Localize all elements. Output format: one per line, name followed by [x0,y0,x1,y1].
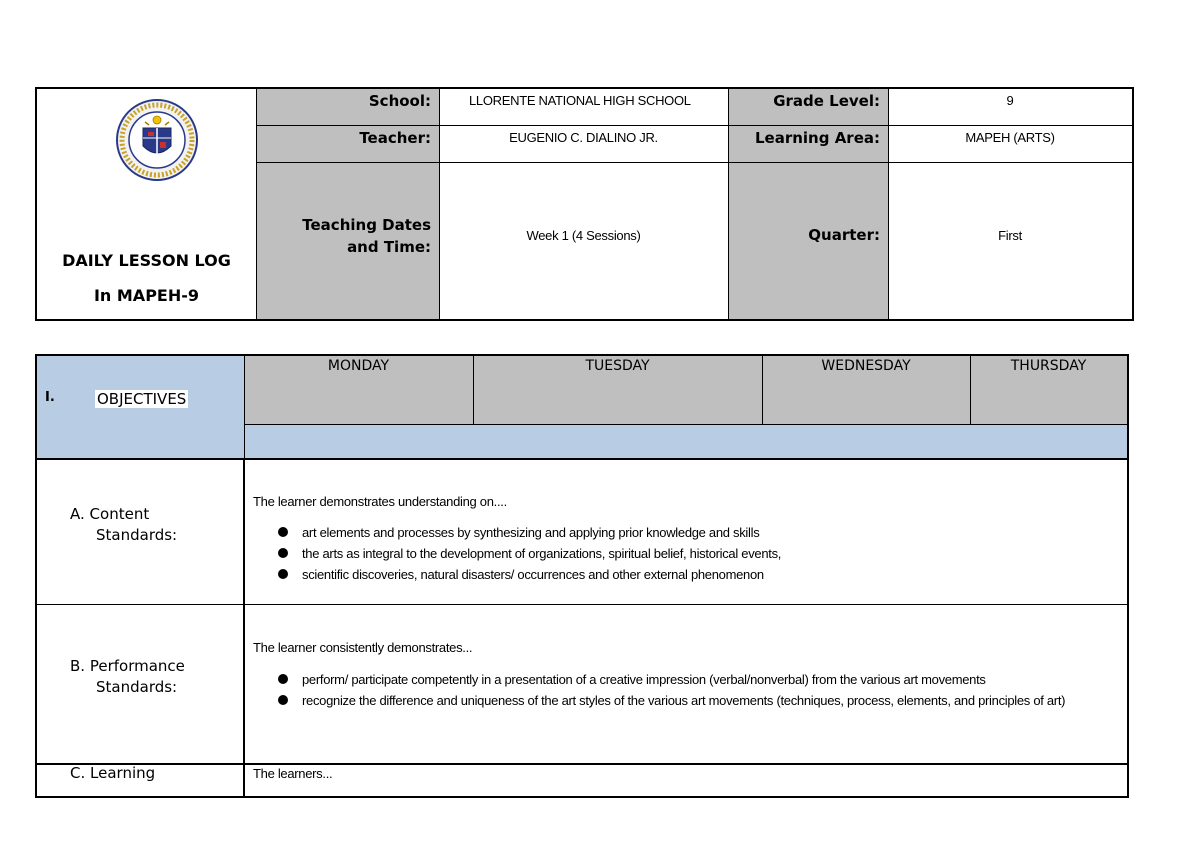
teacher-value: EUGENIO C. DIALINO JR. [509,130,658,145]
objectives-label: OBJECTIVES [97,390,187,408]
value-column-divider-1 [439,89,440,319]
content-standards-list [253,522,1113,585]
content-standards-intro: The learner demonstrates understanding on.... [253,494,507,509]
learning-competencies-label [70,763,240,784]
log-title: DAILY LESSON LOG [62,251,231,270]
learning-letter: C. [70,764,86,782]
list-item: the arts as integral to the development of organizations, spiritual belief, historical events, [278,543,1113,564]
performance-standards-label [70,656,240,698]
header-table [35,87,1134,321]
content-standards-title: Content [89,505,150,523]
day-tuesday: TUESDAY [585,358,650,374]
row-divider-b [37,604,1127,605]
learning-area-value: MAPEH (ARTS) [965,130,1055,145]
quarter-label: Quarter: [808,226,880,244]
learning-title: Learning [90,764,156,782]
content-standards-label [70,504,240,546]
school-value: LLORENTE NATIONAL HIGH SCHOOL [469,93,691,108]
performance-standards-cell [253,640,1123,711]
performance-standards-letter: B. [70,657,86,675]
bullet-icon [278,527,288,537]
objectives-number: I. [45,390,55,405]
bullet-icon [278,674,288,684]
content-standards-subtitle: Standards: [96,526,178,544]
objectives-header-cell [37,356,244,458]
quarter-value: First [998,228,1022,243]
learning-intro: The learners... [253,766,333,781]
performance-standards-subtitle: Standards: [96,678,178,696]
seal-icon [115,98,199,182]
teaching-dates-value: Week 1 (4 Sessions) [526,228,641,243]
grade-level-label: Grade Level: [773,92,880,110]
day-monday: MONDAY [327,358,390,374]
day-subheader-row [244,424,1127,458]
learning-area-label: Learning Area: [754,129,880,147]
grade-level-value: 9 [1006,93,1014,108]
list-item: perform/ participate competently in a presentation of a creative impression (verbal/nonverbal) from the various art movements [278,669,1123,690]
label-column-1 [256,89,439,319]
bullet-icon [278,569,288,579]
list-item: scientific discoveries, natural disasters/ occurrences and other external phenomenon [278,564,1113,585]
performance-standards-list [253,669,1123,711]
teaching-time-label: and Time: [347,238,431,256]
teaching-dates-label: Teaching Dates [302,216,431,234]
content-standards-letter: A. [70,505,85,523]
log-subtitle: In MAPEH-9 [93,286,200,305]
day-thursday: THURSDAY [1010,358,1087,374]
bullet-icon [278,695,288,705]
school-label: School: [368,92,431,110]
row-divider-a [37,458,1127,460]
performance-standards-title: Performance [89,657,185,675]
deped-seal-logo [115,98,199,182]
value-column-divider-2 [888,89,889,319]
row-divider-2 [256,162,1132,163]
label-column-2 [728,89,888,319]
teacher-label: Teacher: [359,129,431,147]
list-item: recognize the difference and uniqueness of the art styles of the various art movements (techniques, process, elements, and principles of art) [278,690,1123,711]
left-column-divider [243,458,245,796]
content-standards-cell [253,494,1113,585]
performance-standards-intro: The learner consistently demonstrates... [253,640,473,655]
lesson-log-table [35,354,1129,798]
bullet-icon [278,548,288,558]
day-wednesday: WEDNESDAY [821,358,911,374]
list-item: art elements and processes by synthesizing and applying prior knowledge and skills [278,522,1113,543]
learning-cell [253,766,1113,781]
